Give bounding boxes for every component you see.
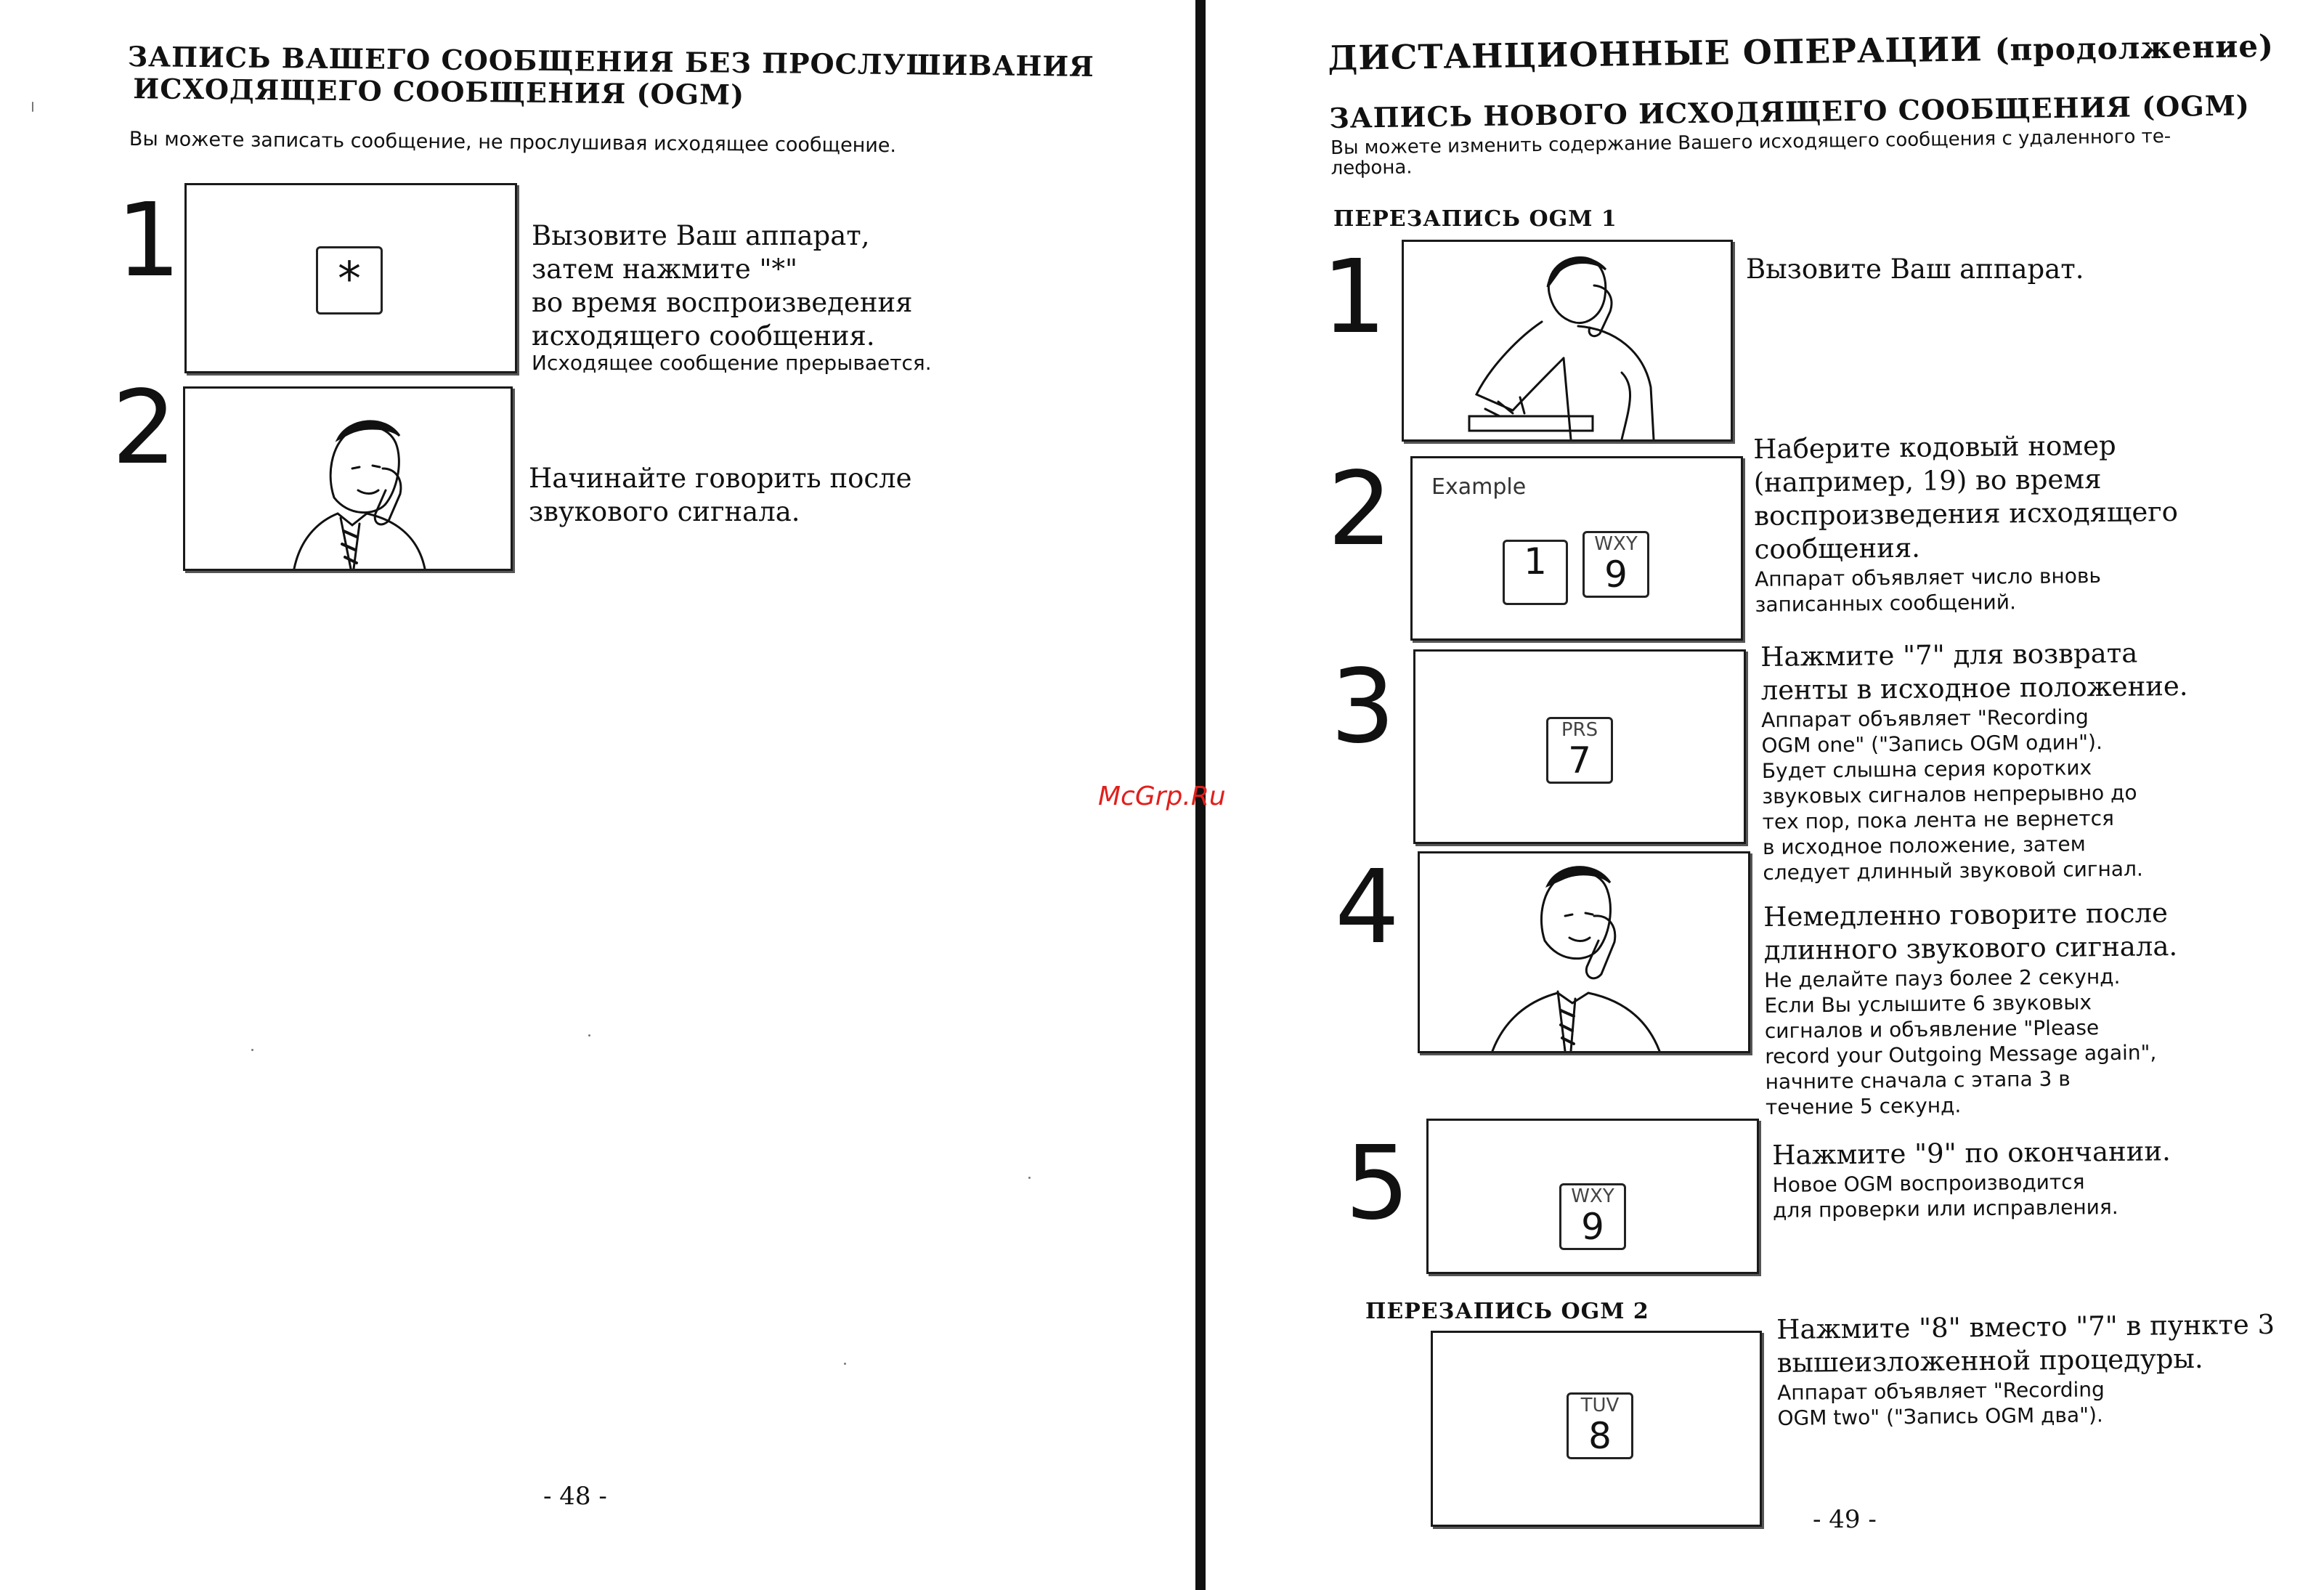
left-heading [127,41,1094,115]
left-page-number: - 48 - [543,1482,607,1511]
right-step-3-text [1760,636,2190,885]
left-heading-line-2: ИСХОДЯЩЕГО СООБЩЕНИЯ (OGM) [133,72,745,111]
right-step-3-note-3: Будет слышна серия коротких [1761,755,2092,783]
digit-9-key-letters: WXY [1594,533,1638,555]
right-step-5-text [1772,1135,2171,1223]
right-step-3-line-1: Нажмите "7" для возврата [1760,637,2138,673]
section2-illustration [1431,1331,1762,1527]
right-step-3-note-4: звуковых сигналов непрерывно до [1762,780,2137,808]
right-step-3-note-2: OGM one" ("Запись OGM один"). [1761,730,2103,758]
left-step-1-number: 1 [116,182,182,300]
left-step-2-illustration [183,386,513,571]
right-heading-main: ДИСТАНЦИОННЫЕ ОПЕРАЦИИ [1328,29,1983,78]
left-step-1-illustration [184,183,517,373]
right-step-3-note-1: Аппарат объявляет "Recording [1760,705,2089,732]
right-page-number: - 49 - [1813,1505,1877,1534]
right-step-3-number: 3 [1330,648,1396,766]
right-heading [1328,25,2274,80]
right-step-5-number: 5 [1345,1124,1410,1243]
digit-1-key-digit: 1 [1524,540,1547,583]
right-step-5-note-1: Новое OGM воспроизводится [1772,1169,2085,1197]
right-step-2-number: 2 [1328,450,1393,569]
man-dialing-icon [1404,242,1731,439]
left-step-1-line-3: во время воспроизведения [532,287,913,318]
left-step-2-line-2: звукового сигнала. [529,496,800,527]
right-step-4-note-2: Если Вы услышите 6 звуковых [1764,990,2092,1018]
right-step-2-line-2: (например, 19) во время [1753,463,2102,498]
right-heading-suffix: (продолжение) [1994,28,2275,68]
digit-7-key-digit: 7 [1568,739,1591,782]
digit-9-key-letters: WXY [1571,1185,1614,1207]
right-step-2-line-3: воспроизведения исходящего [1753,495,2179,532]
right-step-3-note-6: в исходное положение, затем [1762,832,2086,859]
digit-9-key [1582,531,1649,598]
right-intro-line-1: Вы можете изменить содержание Вашего исходящего сообщения с удаленного те- [1330,125,2171,159]
scan-speck [588,1034,590,1037]
scan-speck [251,1049,253,1051]
section2-note-2: OGM two" ("Запись OGM два"). [1777,1403,2103,1430]
star-key-digit: * [338,253,361,307]
section2-note-1: Аппарат объявляет "Recording [1776,1377,2105,1405]
example-label: Example [1431,474,1527,500]
right-step-2-text [1753,429,2179,617]
left-step-1-note: Исходящее сообщение прерывается. [532,351,932,375]
digit-8-key [1567,1392,1633,1459]
right-step-3-illustration [1413,649,1746,844]
right-step-3-line-2: ленты в исходное положение. [1760,670,2188,706]
right-step-4-line-2: длинного звукового сигнала. [1763,930,2178,966]
scan-speck [1028,1177,1031,1179]
section2-text [1776,1308,2275,1431]
right-step-1-number: 1 [1322,238,1387,357]
digit-9-key-digit: 9 [1581,1206,1604,1248]
right-step-4-text [1763,896,2179,1120]
left-heading-line-1: ЗАПИСЬ ВАШЕГО СООБЩЕНИЯ БЕЗ ПРОСЛУШИВАНИЯ [127,40,1095,83]
section1-title: ПЕРЕЗАПИСЬ OGM 1 [1333,206,1617,232]
right-step-4-note-5: начните сначала с этапа 3 в [1765,1066,2071,1094]
right-step-2-line-4: сообщения. [1754,532,1921,565]
scan-speck [32,102,33,112]
right-step-4-line-1: Немедленно говорите после [1763,897,2169,933]
digit-9-key [1559,1183,1626,1250]
left-step-2-line-1: Начинайте говорить после [529,463,912,494]
right-step-5-line-1: Нажмите "9" по окончании. [1772,1135,2171,1171]
left-step-1-line-2: затем нажмите "*" [532,253,798,285]
section2-line-2: вышеизложенной процедуры. [1776,1342,2203,1379]
section2-title: ПЕРЕЗАПИСЬ OGM 2 [1365,1299,1649,1324]
right-step-4-note-4: record your Outgoing Message again", [1765,1040,2157,1068]
right-intro-line-2: лефона. [1330,156,1413,179]
man-on-phone-icon [1420,853,1748,1051]
right-step-5-illustration [1426,1119,1759,1274]
left-intro: Вы можете записать сообщение, не прослушивая исходящее сообщение. [129,128,897,158]
digit-7-key [1546,717,1613,784]
left-step-1-line-1: Вызовите Ваш аппарат, [532,220,870,251]
right-step-3-note-7: следует длинный звуковой сигнал. [1763,856,2143,885]
digit-8-key-digit: 8 [1588,1415,1612,1457]
right-intro [1330,126,2171,179]
section2-line-1: Нажмите "8" вместо "7" в пункте 3 [1776,1308,2275,1345]
right-step-2-line-1: Наберите кодовый номер [1753,429,2116,465]
right-step-3-note-5: тех пор, пока лента не вернется [1762,806,2115,834]
left-step-1-line-4: исходящего сообщения. [532,320,875,352]
right-step-4-number: 4 [1335,848,1400,967]
right-step-1-text: Вызовите Ваш аппарат. [1746,253,2084,285]
right-step-4-note-1: Не делайте пауз более 2 секунд. [1763,964,2121,992]
right-step-5-note-2: для проверки или исправления. [1772,1195,2118,1222]
right-step-4-illustration [1418,851,1750,1053]
left-step-2-text [529,462,912,529]
right-step-2-note-2: записанных сообщений. [1755,590,2017,617]
right-step-1-illustration [1402,240,1733,442]
right-subheading: ЗАПИСЬ НОВОГО ИСХОДЯЩЕГО СООБЩЕНИЯ (OGM) [1329,89,2251,134]
left-step-2-number: 2 [112,369,177,487]
digit-9-key-digit: 9 [1604,553,1628,596]
right-step-2-note-1: Аппарат объявляет число вновь [1754,563,2102,591]
watermark: McGrp.Ru [1098,782,1226,811]
right-step-4-note-6: течение 5 секунд. [1765,1093,1962,1119]
left-step-1-text [532,219,932,376]
digit-1-key [1503,540,1568,605]
star-key [316,246,383,315]
scan-speck [844,1363,846,1365]
right-step-2-illustration [1410,456,1743,641]
right-step-4-note-3: сигналов и объявление "Please [1764,1015,2100,1043]
digit-8-key-letters: TUV [1580,1395,1620,1416]
digit-7-key-letters: PRS [1561,719,1598,741]
man-on-phone-icon [185,389,511,569]
